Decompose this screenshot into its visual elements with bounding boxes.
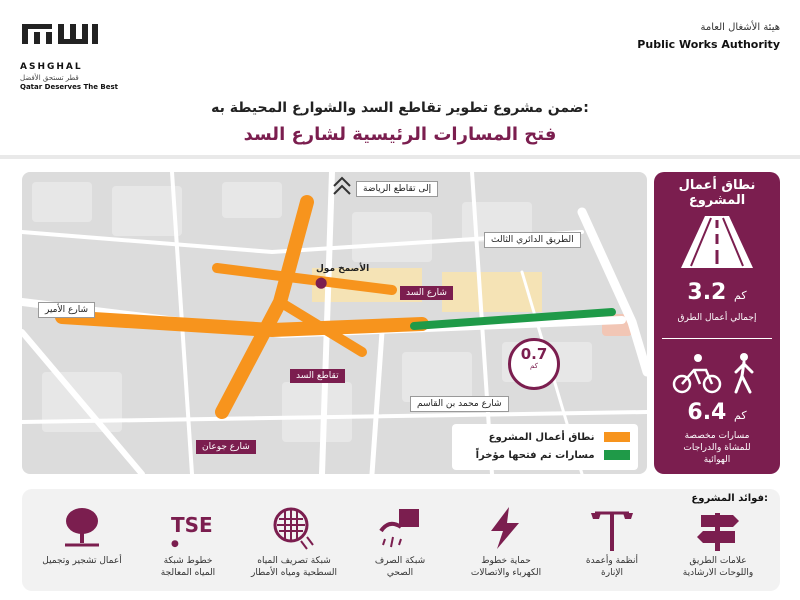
water-drop-icon: ● [171,539,179,549]
benefit-label-line2: الكهرباء والاتصالات [470,568,542,578]
benefit-sewage [350,505,450,579]
path-km [654,400,780,425]
distance-badge [508,338,560,390]
header-divider [0,155,800,159]
page-title: فتح المسارات الرئيسية لشارع السد [243,124,557,145]
label-to-riyadh: إلى تقاطع الرياضة [356,181,438,197]
benefit-label-line1: شبكة الصرف [374,556,426,566]
tse-icon-text: TSE [171,513,213,537]
benefits-section [22,489,780,591]
benefit-label-line1: أعمال تشجير وتجميل [42,556,122,566]
benefit-label-line2: الصحي [386,568,414,578]
drain-icon [271,505,317,551]
label-jawan-street: شارع جوعان [196,440,256,454]
benefit-power-lines [456,505,556,579]
label-al-sadd-street: شارع السد [400,286,453,300]
page-subtitle: ضمن مشروع تطوير تقاطع السد والشوارع المحيطة به: [211,100,589,116]
sewage-icon [377,505,423,551]
cyclist-pedestrian-icon [672,352,762,394]
label-amir-street: شارع الأمير [38,302,95,318]
label-sadd-intersection: تقاطع السد [290,369,345,383]
benefit-label-line1: حماية خطوط [481,556,531,566]
legend-swatch-scope [604,432,630,442]
legend-swatch-opened [604,450,630,460]
road-icon [681,216,753,268]
path-label-2: للمشاة والدراجات [683,443,751,453]
location-pin-icon: ⬤ [315,276,328,289]
road-km [654,280,780,305]
lightning-icon [483,505,529,551]
benefit-label-line2: المياه المعالجة [160,568,216,578]
distance-value: 0.7 [520,345,548,363]
logo-tagline-en: Qatar Deserves The Best [20,83,119,91]
label-mohammed-street: شارع محمد بن القاسم [410,396,509,412]
streetlight-icon [589,505,635,551]
panel-divider [662,338,772,339]
benefit-lighting [562,505,662,579]
benefit-label-line1: علامات الطريق [689,556,747,566]
path-label-3: الهوائية [703,455,731,465]
road-km-label: إجمالي أعمال الطرق [677,313,757,323]
benefit-road-signs [668,505,768,579]
road-km-unit: كم [734,289,747,302]
logo-tagline-ar: قطر تستحق الأفضل [20,74,79,82]
legend-item-opened [476,450,630,461]
label-ring-road: الطريق الدائري الثالث [484,232,581,248]
road-km-value: 3.2 [687,280,727,305]
logo-wordmark: ASHGHAL [20,62,83,72]
distance-unit: كم [530,362,538,370]
benefit-label-line2: الإنارة [601,568,623,578]
scope-panel [654,172,780,474]
benefits-title: فوائد المشروع: [691,493,768,504]
legend-label-opened: مسارات تم فتحها مؤخراً [475,450,595,461]
benefit-landscaping [32,505,132,567]
benefit-label-line1: خطوط شبكة [163,556,213,566]
legend-label-scope: نطاق أعمال المشروع [488,432,595,443]
benefit-tse-water [138,505,238,579]
ashghal-logo-mark [20,22,104,66]
signpost-icon [695,505,741,551]
benefit-drainage [244,505,344,579]
authority-name-en: Public Works Authority [637,38,780,51]
tse-icon [165,505,211,551]
label-asmakh-mall: الأصمخ مول [316,264,370,274]
benefit-label-line1: أنظمة وأعمدة [585,556,639,566]
path-km-value: 6.4 [687,400,727,425]
legend-item-scope [489,432,630,443]
tree-icon [59,505,105,551]
benefit-label-line2: واللوحات الارشادية [682,568,754,578]
map-legend [452,424,638,470]
benefit-label-line2: السطحية ومياه الأمطار [251,568,337,578]
authority-name-ar: هيئة الأشغال العامة [700,22,780,33]
path-label-1: مسارات مخصصة [684,431,750,441]
benefit-label-line1: شبكة تصريف المياه [257,556,331,566]
scope-panel-title: نطاق أعمال المشروع [678,178,756,208]
path-km-unit: كم [734,409,747,422]
ashghal-logo [20,22,120,92]
